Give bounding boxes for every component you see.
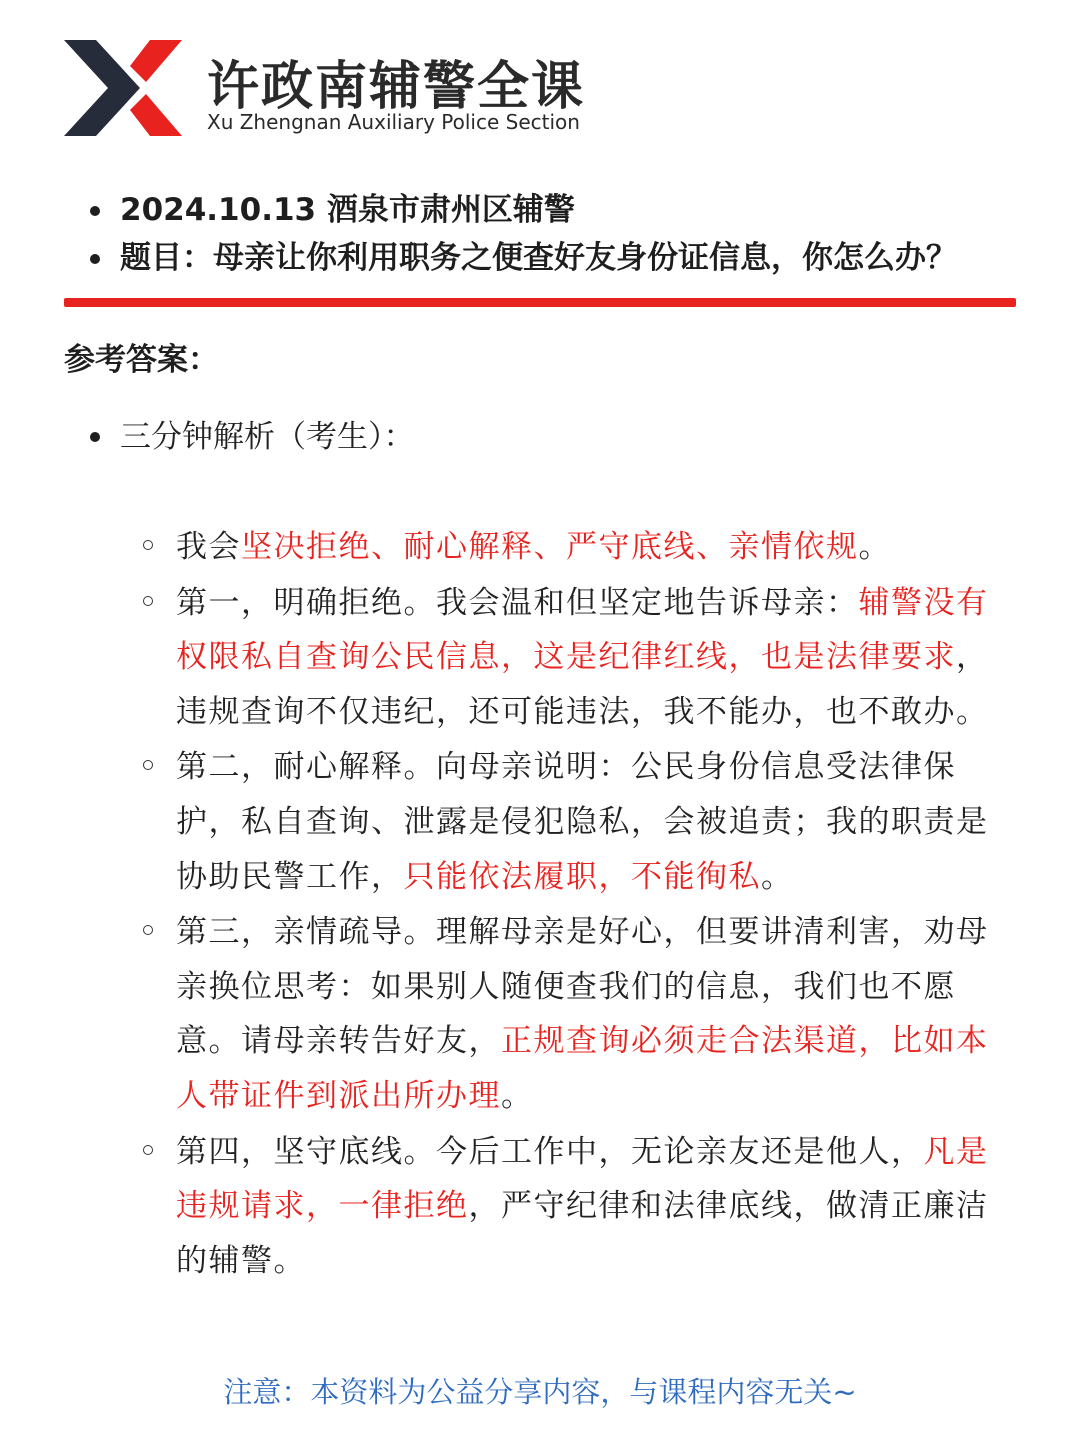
answer-point (143, 740, 1003, 904)
point-text: ，违规查询不仅违纪，还可能违法，我不能办，也不敢办。 (176, 639, 989, 730)
answer-points-list (143, 520, 1003, 1289)
brand-title: 许政南辅警全课 (207, 57, 586, 117)
brand-subtitle: Xu Zhengnan Auxiliary Police Section (207, 110, 580, 134)
brand-header (62, 38, 622, 138)
highlight-text: 只能依法履职，不能徇私 (403, 858, 761, 895)
answer-point (143, 1125, 1003, 1289)
analysis-label: 三分钟解析（考生）： (90, 412, 415, 462)
highlight-text: 辅警没有权限私自查询公民信息，这是纪律红线，也是法律要求 (176, 584, 989, 676)
point-text: 第四，坚守底线。今后工作中，无论亲友还是他人， (176, 1133, 924, 1170)
answer-point (143, 520, 1003, 575)
answer-point (143, 905, 1003, 1123)
point-text: ，严守纪律和法律底线，做清正廉洁的辅警。 (176, 1188, 989, 1279)
x-logo-icon (62, 38, 184, 138)
highlight-text: 坚决拒绝、耐心解释、严守底线、亲情依规 (241, 529, 859, 565)
point-text: 。 (761, 858, 794, 895)
question-meta (90, 186, 1050, 282)
question-title: 题目：母亲让你利用职务之便查好友身份证信息，你怎么办？ (90, 234, 1050, 282)
point-text: 。 (858, 529, 891, 565)
answer-point (143, 576, 1003, 740)
point-text: 。 (501, 1077, 534, 1114)
point-text: 我会 (176, 529, 241, 565)
point-text: 第一，明确拒绝。我会温和但坚定地告诉母亲： (176, 584, 859, 621)
answer-heading: 参考答案： (64, 342, 219, 378)
point-text: 第二，耐心解释。向母亲说明：公民身份信息受法律保护，私自查询、泄露是侵犯隐私，会被追责；我的职责是协助民警工作， (176, 749, 989, 895)
highlight-text: 凡是违规请求，一律拒绝 (176, 1133, 989, 1225)
exam-date-location: 2024.10.13 酒泉市肃州区辅警 (90, 186, 1050, 234)
footer-note: 注意：本资料为公益分享内容，与课程内容无关~ (223, 1375, 857, 1409)
highlight-text: 正规查询必须走合法渠道，比如本人带证件到派出所办理 (176, 1023, 989, 1114)
red-divider (64, 298, 1016, 307)
point-text: 第三，亲情疏导。理解母亲是好心，但要讲清利害，劝母亲换位思考：如果别人随便查我们的信息，我们也不愿意。请母亲转告好友， (176, 914, 989, 1060)
